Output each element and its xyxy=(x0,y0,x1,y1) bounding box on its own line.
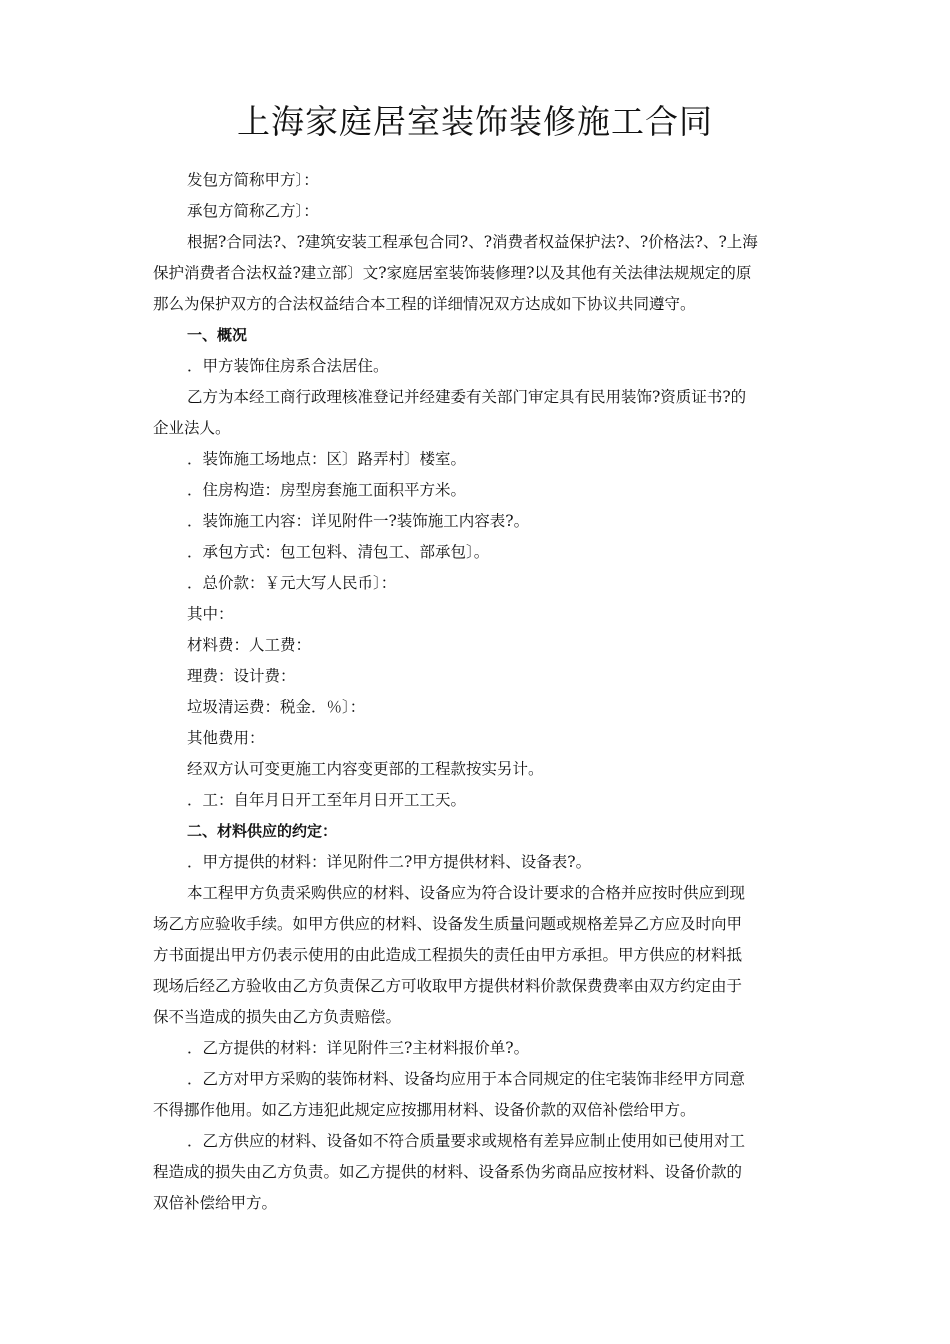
text-line: ．乙方对甲方采购的装饰材料、设备均应用于本合同规定的住宅装饰非经甲方同意 xyxy=(187,1070,746,1088)
paragraph xyxy=(153,723,803,754)
text-line: 二、材料供应的约定： xyxy=(187,822,338,840)
text-line: 方书面提出甲方仍表示使用的由此造成工程损失的责任由甲方承担。甲方供应的材料抵 xyxy=(153,946,743,964)
section-heading xyxy=(153,320,803,351)
text-line: 现场后经乙方验收由乙方负责保乙方可收取甲方提供材料价款保费费率由双方约定由于 xyxy=(153,977,743,995)
text-line: ．甲方提供的材料：详见附件二?甲方提供材料、设备表?。 xyxy=(187,853,592,871)
text-line: 经双方认可变更施工内容变更部的工程款按实另计。 xyxy=(187,760,544,778)
text-line: 其他费用： xyxy=(187,729,265,747)
paragraph xyxy=(153,568,803,599)
paragraph xyxy=(153,1064,803,1126)
paragraph xyxy=(153,754,803,785)
text-line: 双倍补偿给甲方。 xyxy=(153,1194,278,1212)
paragraph xyxy=(153,537,803,568)
text-line: 材料费：人工费： xyxy=(187,636,312,654)
paragraph xyxy=(153,475,803,506)
paragraph xyxy=(153,785,803,816)
section-heading xyxy=(153,816,803,847)
text-line: 理费：设计费： xyxy=(187,667,296,685)
text-line: ．住房构造：房型房套施工面积平方米。 xyxy=(187,481,467,499)
text-line: 不得挪作他用。如乙方违犯此规定应按挪用材料、设备价款的双倍补偿给甲方。 xyxy=(153,1101,696,1119)
paragraph xyxy=(153,227,803,320)
paragraph xyxy=(153,1126,803,1219)
document-title: 上海家庭居室装饰装修施工合同 xyxy=(237,102,713,141)
paragraph xyxy=(153,506,803,537)
text-line: ．工：自年月日开工至年月日开工工天。 xyxy=(187,791,467,809)
text-line: ．乙方供应的材料、设备如不符合质量要求或规格有差异应制止使用如已使用对工 xyxy=(187,1132,746,1150)
text-line: 程造成的损失由乙方负责。如乙方提供的材料、设备系伪劣商品应按材料、设备价款的 xyxy=(153,1163,743,1181)
text-line: 乙方为本经工商行政理核准登记并经建委有关部门审定具有民用装饰?资质证书?的 xyxy=(187,388,747,406)
paragraph xyxy=(153,196,803,227)
text-line: ．装饰施工场地点：区〕路弄村〕楼室。 xyxy=(187,450,467,468)
paragraph xyxy=(153,444,803,475)
text-line: ．甲方装饰住房系合法居住。 xyxy=(187,357,389,375)
paragraph xyxy=(153,351,803,382)
paragraph xyxy=(153,847,803,878)
paragraph xyxy=(153,382,803,444)
text-line: 保护消费者合法权益?建立部〕文?家庭居室装饰装修理?以及其他有关法律法规规定的原 xyxy=(153,264,752,282)
paragraph xyxy=(153,1033,803,1064)
paragraph xyxy=(153,599,803,630)
text-line: ．乙方提供的材料：详见附件三?主材料报价单?。 xyxy=(187,1039,530,1057)
text-line: ．装饰施工内容：详见附件一?装饰施工内容表?。 xyxy=(187,512,530,530)
paragraph xyxy=(153,165,803,196)
text-line: 本工程甲方负责采购供应的材料、设备应为符合设计要求的合格并应按时供应到现 xyxy=(187,884,746,902)
text-line: 根据?合同法?、?建筑安装工程承包合同?、?消费者权益保护法?、?价格法?、?上海 xyxy=(187,233,758,251)
text-line: 承包方简称乙方〕： xyxy=(187,202,319,220)
text-line: 一、概况 xyxy=(187,326,248,344)
text-line: 垃圾清运费：税金．％〕： xyxy=(187,698,366,716)
text-line: 场乙方应验收手续。如甲方供应的材料、设备发生质量问题或规格差异乙方应及时向甲 xyxy=(153,915,743,933)
paragraph xyxy=(153,692,803,723)
paragraph xyxy=(153,661,803,692)
text-line: ．承包方式：包工包料、清包工、部承包〕。 xyxy=(187,543,490,561)
paragraph xyxy=(153,630,803,661)
text-line: 其中： xyxy=(187,605,234,623)
text-line: 企业法人。 xyxy=(153,419,231,437)
text-line: ．总价款：￥元大写人民币〕： xyxy=(187,574,397,592)
text-line: 发包方简称甲方〕： xyxy=(187,171,319,189)
document-body xyxy=(153,165,803,1219)
text-line: 保不当造成的损失由乙方负责赔偿。 xyxy=(153,1008,402,1026)
text-line: 那么为保护双方的合法权益结合本工程的详细情况双方达成如下协议共同遵守。 xyxy=(153,295,696,313)
paragraph xyxy=(153,878,803,1033)
